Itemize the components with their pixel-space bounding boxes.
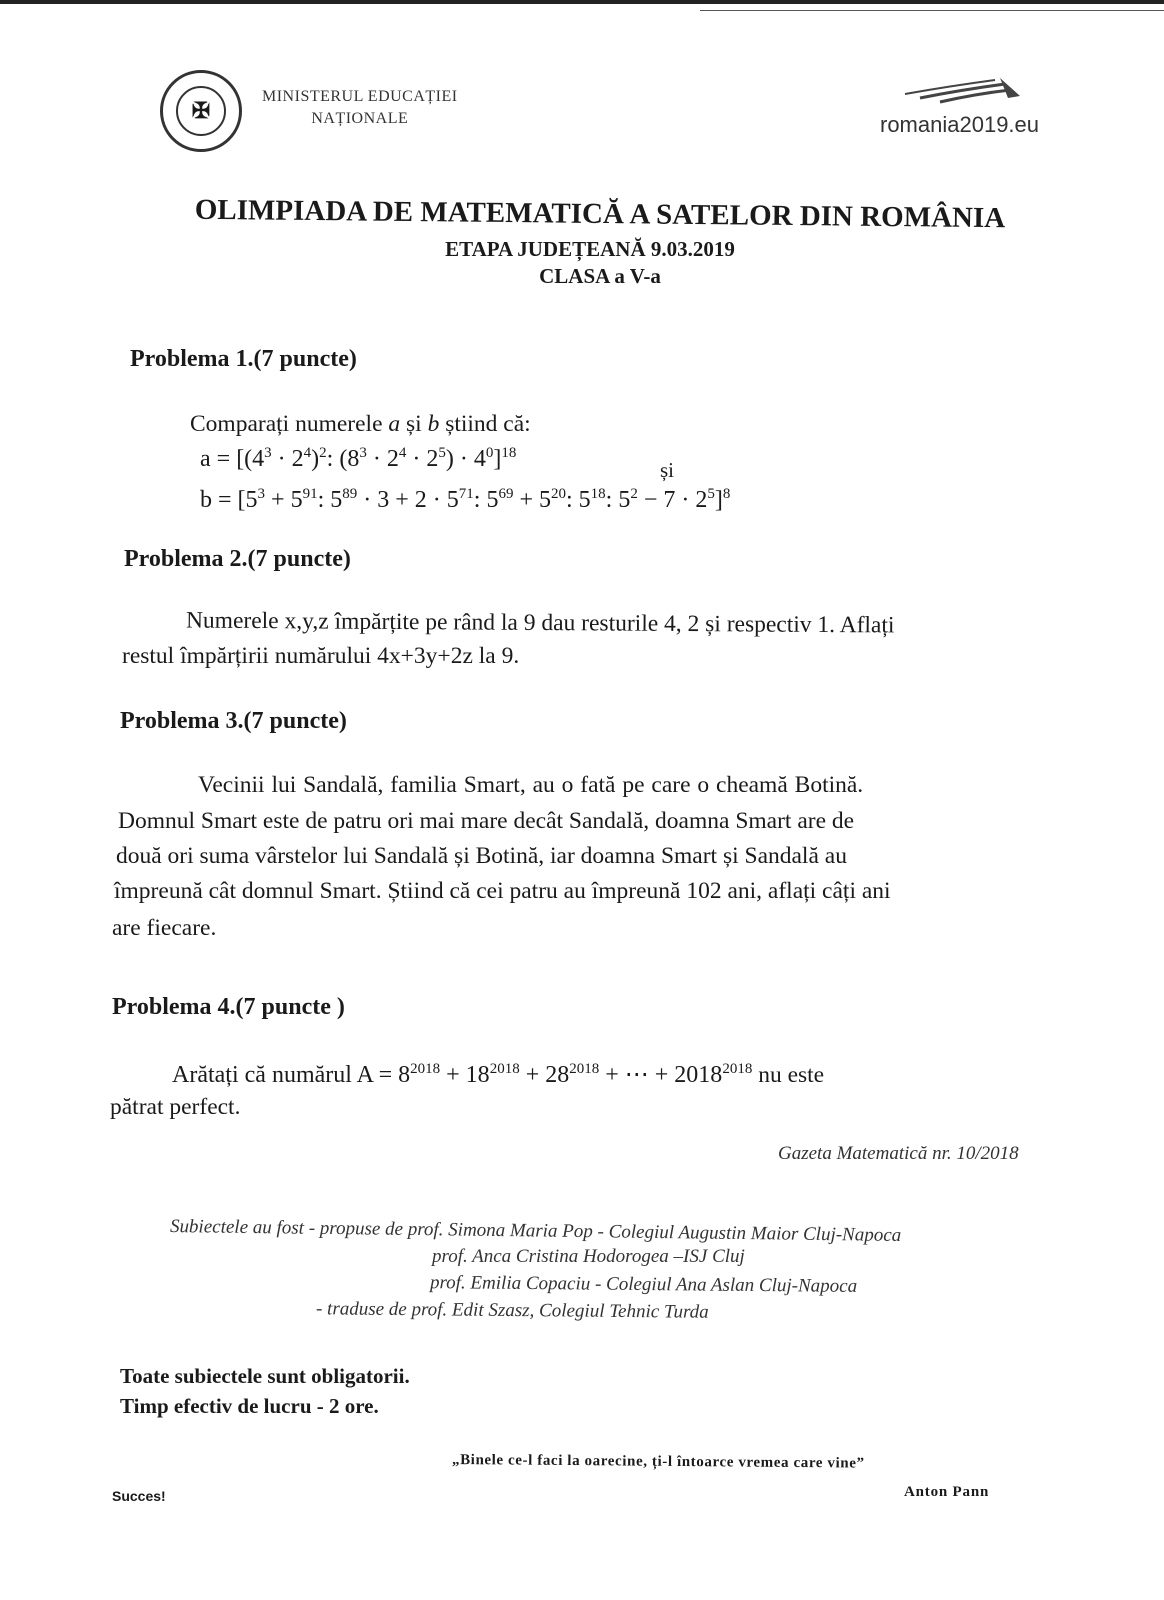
problem-3-line: împreună cât domnul Smart. Știind că cei patru au împreună 102 ani, aflați câți ani	[114, 878, 891, 904]
formula-exponent: 18	[501, 445, 517, 461]
formula-exponent: 4	[398, 445, 407, 461]
formula-term: + 28	[519, 1062, 570, 1088]
eagle-icon: ✠	[176, 86, 226, 136]
problem-2-heading: Problema 2.(7 puncte)	[124, 546, 351, 572]
formula-term: · 2	[271, 446, 304, 472]
formula-term: + 5	[513, 487, 551, 513]
problem-1-intro	[190, 411, 531, 438]
formula-end-text: nu este	[752, 1062, 825, 1088]
problem-3-line: Domnul Smart este de patru ori mai mare decât Sandală, doamna Smart are de	[118, 808, 855, 834]
ministry-name	[262, 86, 458, 130]
credits-line: prof. Anca Cristina Hodorogea –ISJ Cluj	[432, 1246, 745, 1267]
formula-term: : 5	[605, 487, 631, 513]
formula-b	[200, 486, 730, 514]
problem-3-heading: Problema 3.(7 puncte)	[120, 708, 347, 734]
grade: CLASA a V-a	[539, 264, 661, 288]
formula-term: ]	[714, 487, 723, 513]
formula-exponent: 91	[302, 486, 318, 502]
stage-date: ETAPA JUDEȚEANĂ 9.03.2019	[445, 237, 735, 261]
rules-line-1: Toate subiectele sunt obligatorii.	[120, 1364, 410, 1388]
ministry-line-2: NAȚIONALE	[311, 110, 409, 127]
formula-exponent: 5	[438, 445, 446, 461]
formula-term: ) · 4	[445, 446, 486, 472]
romania2019-wave-icon	[900, 72, 1030, 106]
formula-term: · 3 + 2 · 5	[357, 487, 459, 513]
formula-term: Arătați că numărul A = 8	[172, 1062, 411, 1088]
formula-term: · 2	[406, 446, 439, 472]
problem-3-line: două ori suma vârstelor lui Sandală și Botină, iar doamna Smart și Sandală au	[116, 843, 847, 869]
quote: „Binele ce-l faci la oarecine, ți-l întoarce vremea care vine”	[451, 1452, 865, 1472]
formula-exponent: 3	[359, 445, 367, 461]
var-b: b	[427, 411, 440, 437]
formula-exponent: 18	[590, 486, 606, 502]
formula-exponent: 89	[342, 486, 358, 502]
formula-term: − 7 · 2	[637, 487, 708, 513]
problem-2-text-line2: restul împărțirii numărului 4x+3y+2z la 9.	[122, 643, 520, 669]
formula-term: : 5	[473, 487, 499, 513]
problem-4-formula	[172, 1060, 824, 1089]
formula-term: · 2	[366, 446, 399, 472]
scan-line	[700, 10, 1164, 11]
formula-exponent: 3	[257, 486, 266, 502]
quote-author: Anton Pann	[904, 1484, 990, 1500]
scan-edge	[0, 0, 1164, 4]
credits-line: Subiectele au fost - propuse de prof. Simona Maria Pop - Colegiul Augustin Maior Cluj-Napoca	[169, 1216, 902, 1246]
problem-1-heading: Problema 1.(7 puncte)	[130, 346, 357, 372]
formula-term: a = [(4	[200, 446, 265, 472]
formula-exponent: 3	[264, 445, 272, 461]
problem-4-heading: Problema 4.(7 puncte )	[112, 994, 345, 1020]
formula-exponent: 0	[485, 445, 494, 461]
formula-exponent: 8	[722, 486, 731, 502]
formula-exponent: 20	[551, 486, 566, 502]
success-text: Succes!	[112, 1488, 166, 1504]
formula-term: : 5	[566, 487, 591, 513]
credits-line: - traduse de prof. Edit Szasz, Colegiul Tehnic Turda	[315, 1298, 709, 1323]
formula-term: )	[311, 446, 320, 472]
formula-term: b = [5	[200, 487, 258, 513]
formula-exponent: 2	[630, 486, 638, 502]
formula-exponent: 2018	[569, 1061, 600, 1077]
intro-text: Comparați numerele	[190, 411, 389, 437]
formula-term: ]	[493, 446, 502, 472]
formula-exponent: 5	[707, 486, 715, 502]
formula-exponent: 4	[303, 445, 312, 461]
formula-exponent: 2018	[489, 1061, 520, 1077]
formula-exponent: 69	[498, 486, 514, 502]
romania2019-logo: romania2019.eu	[880, 112, 1040, 137]
formula-term: + ⋯ + 2018	[599, 1062, 723, 1088]
formula-a	[200, 445, 516, 473]
problem-3-line: are fiecare.	[112, 915, 217, 941]
formula-term: + 5	[265, 487, 303, 513]
intro-text: și	[400, 411, 428, 437]
formula-a-sum	[172, 1062, 752, 1088]
formula-exponent: 2	[319, 445, 327, 461]
formula-exponent: 2018	[722, 1061, 753, 1077]
formula-exponent: 71	[458, 486, 474, 502]
government-seal-logo	[160, 70, 242, 152]
formula-term: + 18	[440, 1062, 490, 1088]
ministry-line-1: MINISTERUL EDUCAȚIEI	[262, 88, 458, 105]
var-a: a	[388, 411, 401, 437]
title: OLIMPIADA DE MATEMATICĂ A SATELOR DIN ROMÂNIA	[194, 193, 1006, 235]
and-word: și	[660, 458, 675, 482]
formula-term: : 5	[317, 487, 343, 513]
formula-exponent: 2018	[410, 1061, 441, 1077]
rules-line-2: Timp efectiv de lucru - 2 ore.	[120, 1394, 379, 1418]
problem-4-source: Gazeta Matematică nr. 10/2018	[778, 1143, 1019, 1164]
credits-line: prof. Emilia Copaciu - Colegiul Ana Aslan Cluj-Napoca	[429, 1272, 858, 1297]
intro-text: știind că:	[439, 411, 531, 437]
problem-2-text-line1: Numerele x,y,z împărțite pe rând la 9 dau resturile 4, 2 și respectiv 1. Aflați	[185, 607, 895, 639]
problem-4-text-line2: pătrat perfect.	[110, 1094, 241, 1120]
formula-term: : (8	[326, 446, 360, 472]
problem-3-line: Vecinii lui Sandală, familia Smart, au o fată pe care o cheamă Botină.	[198, 772, 864, 798]
